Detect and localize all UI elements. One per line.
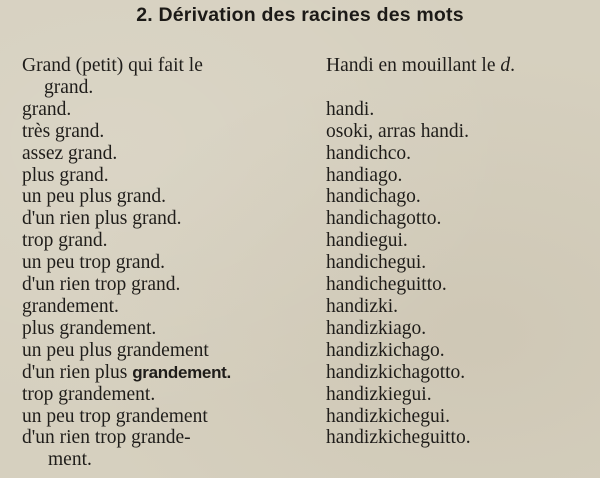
french-cell: un peu trop grand. <box>22 252 165 274</box>
table-row <box>22 340 592 362</box>
table-row <box>22 274 592 296</box>
basque-header-text: Handi en mouillant le <box>326 55 496 76</box>
french-cell: assez grand. <box>22 142 118 164</box>
table-row <box>22 427 592 471</box>
table-row <box>22 208 592 230</box>
french-cell: un peu plus grandement <box>22 339 209 361</box>
basque-column-header <box>326 55 592 99</box>
table-row <box>22 121 592 143</box>
basque-header-letter-text: d <box>500 55 511 76</box>
french-cell-part: d'un rien plus <box>22 361 133 383</box>
french-cell: plus grand. <box>22 164 109 186</box>
basque-cell: handiago. <box>326 164 403 186</box>
french-header-line2: grand. <box>44 76 94 98</box>
table-row <box>22 143 592 165</box>
table-row <box>22 230 592 252</box>
french-column-header <box>22 55 326 99</box>
french-cell: grand. <box>22 98 72 120</box>
french-cell: trop grand. <box>22 230 108 252</box>
basque-cell: handichegui. <box>326 252 427 274</box>
basque-cell: handizkichagotto. <box>326 361 466 383</box>
basque-cell: handichagotto. <box>326 208 442 230</box>
french-cell-line2: ment. <box>48 449 92 471</box>
basque-cell: handizki. <box>326 295 399 317</box>
french-cell <box>22 427 326 471</box>
table-row <box>22 406 592 428</box>
french-cell: plus grandement. <box>22 317 157 339</box>
french-cell: trop grandement. <box>22 383 156 405</box>
french-cell-line1: d'un rien trop grande- <box>22 427 191 449</box>
basque-header-suffix: . <box>510 55 516 76</box>
table-row <box>22 318 592 340</box>
basque-cell: handizkichago. <box>326 339 445 361</box>
table-row <box>22 362 592 384</box>
french-cell: un peu plus grand. <box>22 186 167 208</box>
table-row <box>22 99 592 121</box>
basque-cell: handizkicheguitto. <box>326 427 471 449</box>
basque-cell: handichago. <box>326 186 421 208</box>
basque-header-letter <box>500 55 510 76</box>
derivation-table <box>22 55 592 471</box>
basque-cell: handichco. <box>326 142 412 164</box>
table-row <box>22 186 592 208</box>
basque-cell: handizkichegui. <box>326 405 450 427</box>
table-header-row <box>22 55 592 99</box>
french-cell: grandement. <box>22 295 119 317</box>
table-row <box>22 384 592 406</box>
table-row <box>22 296 592 318</box>
cut-off-next-line <box>60 470 580 478</box>
basque-cell: osoki, arras handi. <box>326 120 469 142</box>
table-row <box>22 165 592 187</box>
french-cell: très grand. <box>22 120 105 142</box>
french-header-line1: Grand (petit) qui fait le <box>22 55 203 76</box>
table-row <box>22 252 592 274</box>
french-cell-bold-word: grandement. <box>132 362 231 382</box>
basque-cell: handizkiegui. <box>326 383 432 405</box>
french-cell: d'un rien plus grand. <box>22 208 182 230</box>
basque-cell: handiegui. <box>326 230 408 252</box>
french-cell <box>22 362 326 384</box>
basque-cell: handicheguitto. <box>326 274 447 296</box>
basque-cell: handi. <box>326 98 375 120</box>
french-cell: d'un rien trop grand. <box>22 274 181 296</box>
basque-cell: handizkiago. <box>326 317 427 339</box>
french-cell: un peu trop grandement <box>22 405 208 427</box>
section-heading: 2. Dérivation des racines des mots <box>136 4 464 26</box>
